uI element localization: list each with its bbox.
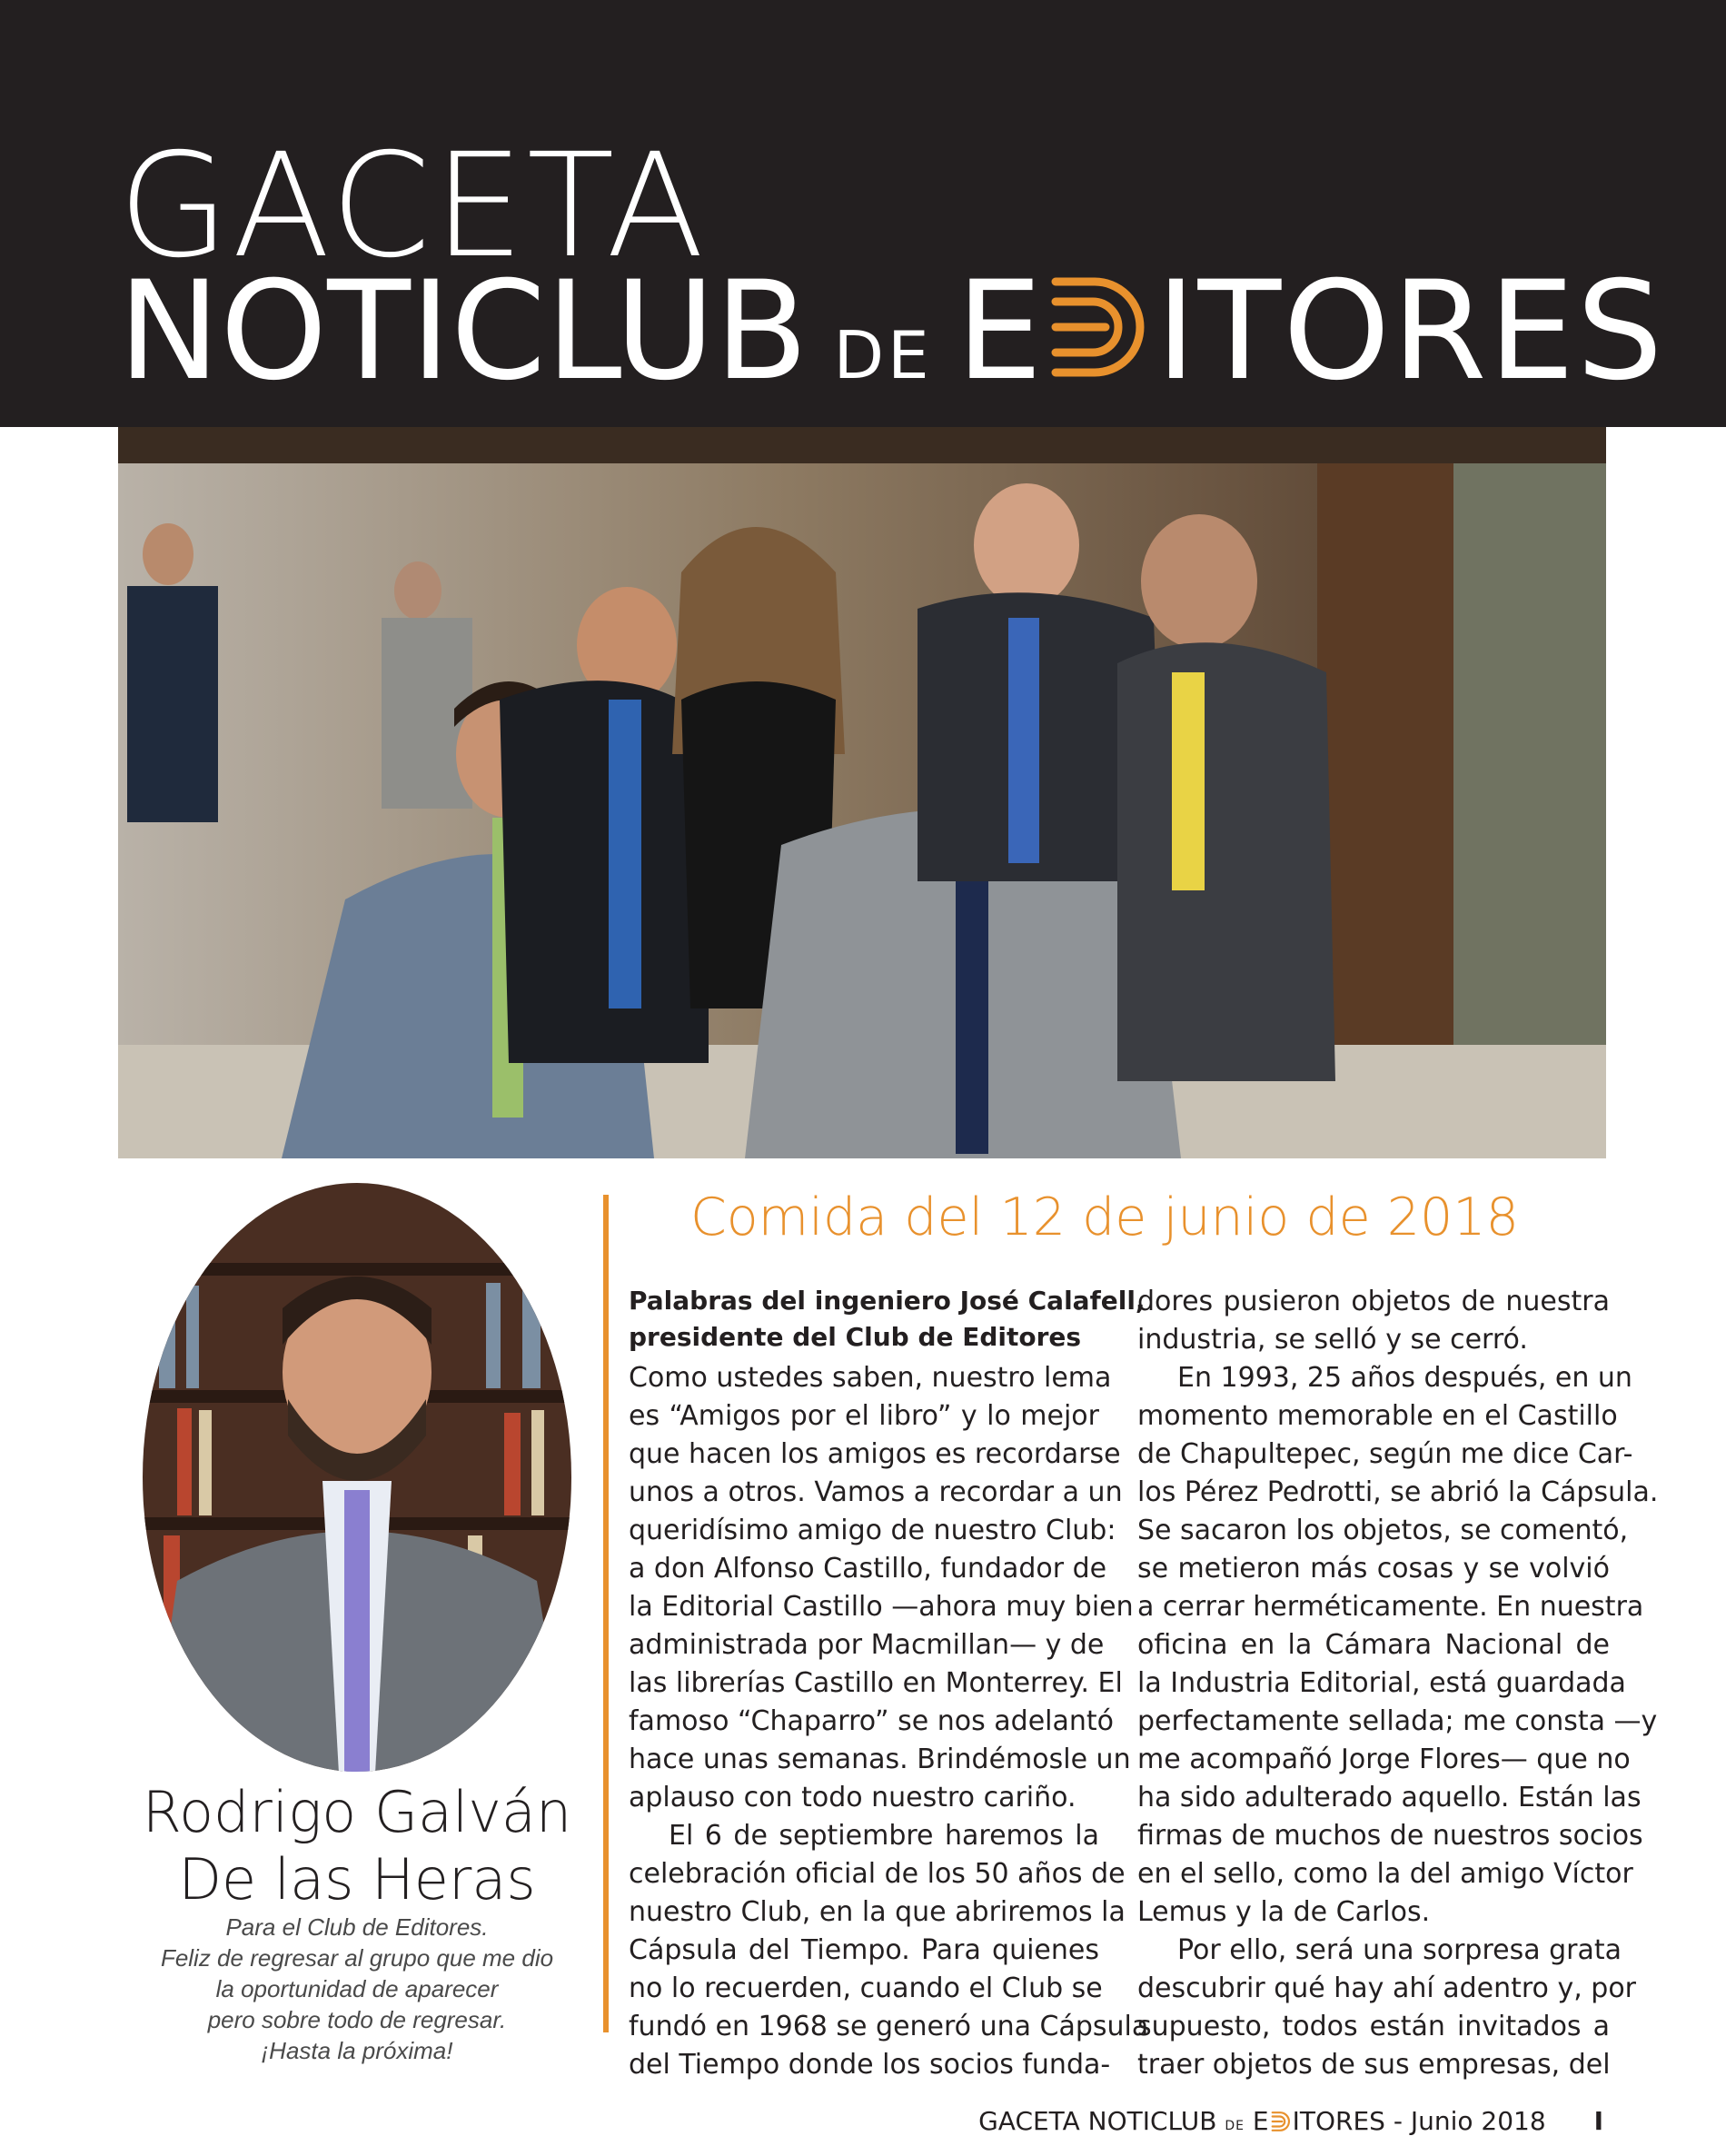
- text-line: descubrir qué hay ahí adentro y, por: [1137, 1972, 1637, 2004]
- masthead-e: E: [956, 253, 1043, 411]
- text-line: Como ustedes saben, nuestro lema: [629, 1362, 1112, 1394]
- text-line: perfectamente sellada; me consta —y: [1137, 1705, 1658, 1737]
- text-line: que hacen los amigos es recordarse: [629, 1438, 1121, 1470]
- page-footer: [978, 2106, 1603, 2136]
- footer-e: E: [1252, 2106, 1269, 2136]
- text-line: dores pusieron objetos de nuestra: [1137, 1286, 1610, 1317]
- person-note-line: la oportunidad de aparecer: [215, 1975, 499, 2002]
- person-name: [107, 1779, 607, 1913]
- person-note-line: Para el Club de Editores.: [225, 1913, 489, 1941]
- text-line: supuesto, todos están invitados a: [1137, 2011, 1610, 2042]
- text-line: ha sido adulterado aquello. Están las: [1137, 1782, 1642, 1813]
- article-column-2: [1137, 1283, 1659, 2084]
- text-line: no lo recuerden, cuando el Club se: [629, 1972, 1103, 2004]
- footer-rest: ITORES - Junio 2018: [1292, 2106, 1546, 2136]
- article-title: Comida del 12 de junio de 2018: [690, 1187, 1519, 1247]
- text-line: queridísimo amigo de nuestro Club:: [629, 1515, 1116, 1546]
- masthead-de: DE: [833, 317, 933, 393]
- text-line: famoso “Chaparro” se nos adelantó: [629, 1705, 1115, 1737]
- editores-d-logo-icon: [1271, 2111, 1291, 2131]
- person-note-line: ¡Hasta la próxima!: [261, 2037, 453, 2064]
- text-line: fundó en 1968 se generó una Cápsula: [629, 2011, 1149, 2042]
- person-name-line2: De las Heras: [178, 1846, 536, 1913]
- masthead-title-line1: GACETA: [118, 123, 708, 290]
- article-column-1: [629, 1283, 1149, 2084]
- text-line: en el sello, como la del amigo Víctor: [1137, 1858, 1633, 1890]
- masthead-noticlub: NOTICLUB: [118, 253, 808, 411]
- vertical-divider: [603, 1195, 609, 2032]
- paragraph: [1137, 1359, 1659, 1932]
- text-line: la Editorial Castillo —ahora muy bien: [629, 1591, 1134, 1623]
- masthead: [0, 0, 1726, 427]
- text-line: de Chapultepec, según me dice Car-: [1137, 1438, 1633, 1470]
- text-line: a cerrar herméticamente. En nuestra: [1137, 1591, 1644, 1623]
- editores-d-logo-icon: [1051, 276, 1146, 378]
- lead-line: presidente del Club de Editores: [629, 1322, 1082, 1352]
- person-note: [107, 1912, 607, 2066]
- person-note-line: pero sobre todo de regresar.: [207, 2006, 507, 2033]
- paragraph: [629, 1817, 1149, 2084]
- text-line: momento memorable en el Castillo: [1137, 1400, 1618, 1432]
- text-line: traer objetos de sus empresas, del: [1137, 2049, 1611, 2081]
- lead-line: Palabras del ingeniero José Calafell,: [629, 1286, 1146, 1316]
- text-line: Lemus y la de Carlos.: [1137, 1896, 1431, 1928]
- text-line: aplauso con todo nuestro cariño.: [629, 1782, 1076, 1813]
- portrait-photo: [141, 1181, 573, 1773]
- page-number: I: [1593, 2106, 1603, 2136]
- text-line: las librerías Castillo en Monterrey. El: [629, 1667, 1123, 1699]
- text-line: a don Alfonso Castillo, fundador de: [629, 1553, 1107, 1585]
- text-line: oficina en la Cámara Nacional de: [1137, 1629, 1610, 1661]
- text-line: Por ello, será una sorpresa grata: [1177, 1934, 1622, 1966]
- person-name-line1: Rodrigo Galván: [142, 1779, 572, 1845]
- text-line: se metieron más cosas y se volvió: [1137, 1553, 1610, 1585]
- text-line: los Pérez Pedrotti, se abrió la Cápsula.: [1137, 1476, 1659, 1508]
- masthead-itores: ITORES: [1156, 253, 1665, 411]
- masthead-title-line2: [118, 253, 1665, 411]
- text-line: hace unas semanas. Brindémosle un: [629, 1744, 1131, 1775]
- text-line: celebración oficial de los 50 años de: [629, 1858, 1126, 1890]
- person-note-line: Feliz de regresar al grupo que me dio: [160, 1944, 554, 1972]
- text-line: la Industria Editorial, está guardada: [1137, 1667, 1626, 1699]
- footer-de: DE: [1225, 2119, 1245, 2133]
- text-line: nuestro Club, en la que abriremos la: [629, 1896, 1126, 1928]
- paragraph: [1137, 1283, 1610, 1359]
- text-line: me acompañó Jorge Flores— que no: [1137, 1744, 1631, 1775]
- text-line: Se sacaron los objetos, se comentó,: [1137, 1515, 1629, 1546]
- text-line: del Tiempo donde los socios funda-: [629, 2049, 1111, 2081]
- text-line: administrada por Macmillan— y de: [629, 1629, 1105, 1661]
- text-line: En 1993, 25 años después, en un: [1177, 1362, 1632, 1394]
- paragraph: [1137, 1932, 1637, 2084]
- paragraph: [629, 1359, 1134, 1817]
- text-line: firmas de muchos de nuestros socios: [1137, 1820, 1643, 1852]
- article-lead: [629, 1283, 1146, 1356]
- text-line: industria, se selló y se cerró.: [1137, 1324, 1528, 1356]
- footer-title: GACETA NOTICLUB: [978, 2106, 1217, 2136]
- text-line: Cápsula del Tiempo. Para quienes: [629, 1934, 1099, 1966]
- group-photo: [118, 427, 1606, 1158]
- text-line: El 6 de septiembre haremos la: [669, 1820, 1099, 1852]
- text-line: unos a otros. Vamos a recordar a un: [629, 1476, 1123, 1508]
- text-line: es “Amigos por el libro” y lo mejor: [629, 1400, 1099, 1432]
